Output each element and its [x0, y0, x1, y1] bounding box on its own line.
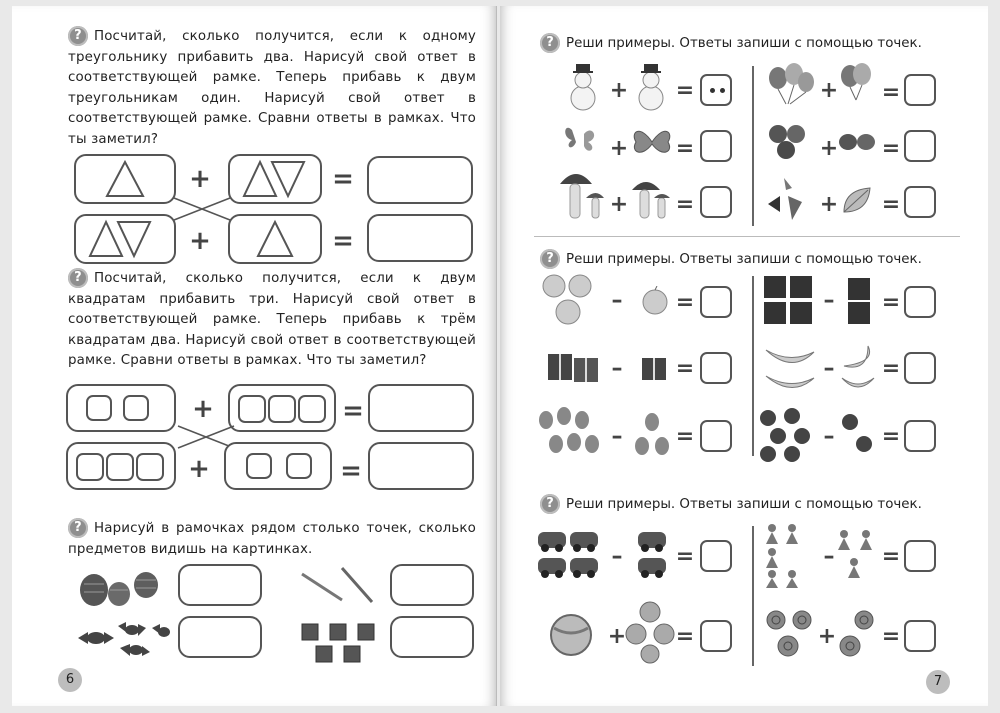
section3-text: Реши примеры. Ответы запиши с помощью точек. [566, 497, 922, 512]
mushrooms-icon [630, 172, 676, 222]
question-icon: ? [540, 249, 560, 269]
answer-frame-6[interactable] [390, 564, 474, 606]
triangle-frame-three [74, 214, 176, 264]
square-icon [246, 453, 272, 479]
squares-frame-three [228, 384, 336, 432]
raspberries-icon [758, 406, 816, 466]
equals-sign: = [340, 456, 362, 486]
answer-box[interactable] [700, 130, 732, 162]
pears-icon [536, 404, 606, 462]
two-triangles-icon [76, 216, 174, 262]
snails-icon [762, 608, 820, 660]
answer-box-filled[interactable] [700, 74, 732, 106]
butterfly-icon [630, 122, 674, 162]
equals-sign: = [881, 624, 901, 649]
question-icon: ? [540, 494, 560, 514]
squares-frame-three-b [66, 442, 176, 490]
equals-sign: = [881, 192, 901, 217]
column-divider [752, 276, 754, 456]
squares-frame-two-b [224, 442, 332, 490]
plus-sign: + [192, 394, 214, 424]
minus-sign: – [611, 544, 623, 569]
minus-sign: – [823, 424, 835, 449]
answer-box[interactable] [904, 186, 936, 218]
answer-box[interactable] [700, 286, 732, 318]
section1-heading [540, 33, 922, 54]
equals-sign: = [881, 424, 901, 449]
triangle-icon [76, 156, 174, 202]
answer-frame-1[interactable] [367, 156, 473, 204]
answer-frame-4[interactable] [368, 442, 474, 490]
squares-frame-two [66, 384, 176, 432]
equals-sign: = [675, 544, 695, 569]
hazelnuts-icon [766, 122, 812, 162]
triangle-frame-two [228, 154, 322, 204]
equals-sign: = [675, 290, 695, 315]
square-icon [136, 453, 164, 481]
pears-icon [634, 410, 670, 460]
candies-picture [74, 618, 174, 660]
answer-frame-8[interactable] [390, 616, 474, 658]
plus-sign: + [819, 136, 839, 161]
plus-sign: + [817, 624, 837, 649]
balloons-icon [766, 62, 816, 106]
equals-sign: = [675, 424, 695, 449]
answer-box[interactable] [700, 352, 732, 384]
snails-icon [836, 608, 876, 660]
right-page [500, 6, 988, 706]
triangle-frame-one [74, 154, 176, 204]
equals-sign: = [675, 136, 695, 161]
toy-cars-icon [636, 526, 670, 582]
bananas-icon [838, 342, 876, 392]
task2-text-block [68, 268, 476, 372]
equals-sign: = [332, 226, 354, 256]
cross-arrows [172, 196, 232, 222]
plus-sign: + [819, 192, 839, 217]
balls-icon [624, 600, 676, 664]
section2-heading [540, 249, 922, 270]
page-number-right: 7 [926, 670, 950, 694]
dolls-icon [762, 522, 812, 588]
square-icon [268, 395, 296, 423]
plus-sign: + [607, 624, 627, 649]
square-icon [106, 453, 134, 481]
cubes-picture [300, 620, 380, 664]
answer-frame-3[interactable] [368, 384, 474, 432]
pinecones-picture [74, 568, 164, 608]
cubes-icon [844, 276, 874, 326]
triangle-frame-four [228, 214, 322, 264]
answer-box[interactable] [904, 420, 936, 452]
answer-box[interactable] [904, 620, 936, 652]
answer-box[interactable] [904, 286, 936, 318]
column-divider [752, 66, 754, 226]
balloons-icon [838, 62, 874, 102]
plus-sign: + [609, 136, 629, 161]
snowman-icon [632, 60, 670, 112]
question-icon: ? [68, 518, 88, 538]
task1-text-block [68, 26, 476, 150]
plus-sign: + [819, 78, 839, 103]
equals-sign: = [675, 356, 695, 381]
section-divider [534, 236, 960, 237]
answer-box[interactable] [700, 420, 732, 452]
answer-frame-5[interactable] [178, 564, 262, 606]
plus-sign: + [609, 192, 629, 217]
hazelnuts-icon [838, 130, 878, 154]
answer-frame-7[interactable] [178, 616, 262, 658]
answer-box[interactable] [700, 620, 732, 652]
minus-sign: – [611, 288, 623, 313]
gift-icon [640, 352, 668, 382]
triangle-icon [230, 216, 320, 262]
answer-box[interactable] [904, 352, 936, 384]
gifts-icon [546, 346, 602, 384]
answer-box[interactable] [700, 540, 732, 572]
equals-sign: = [675, 78, 695, 103]
bananas-icon [762, 342, 818, 392]
column-divider [752, 526, 754, 666]
minus-sign: – [823, 288, 835, 313]
answer-dot [710, 88, 715, 93]
pencils-picture [296, 564, 380, 604]
raspberries-icon [840, 410, 874, 460]
answer-box[interactable] [904, 130, 936, 162]
equals-sign: = [881, 290, 901, 315]
leaves-icon [762, 174, 812, 222]
answer-box[interactable] [904, 540, 936, 572]
minus-sign: – [611, 356, 623, 381]
minus-sign: – [823, 356, 835, 381]
equals-sign: = [675, 192, 695, 217]
task3-text: Нарисуй в рамочках рядом столько точек, сколько предметов видишь на картинках. [68, 521, 476, 557]
page-number-left: 6 [58, 668, 82, 692]
section1-text: Реши примеры. Ответы запиши с помощью точек. [566, 36, 922, 51]
plus-sign: + [609, 78, 629, 103]
equals-sign: = [881, 80, 901, 105]
minus-sign: – [611, 424, 623, 449]
square-icon [123, 395, 149, 421]
two-triangles-icon [230, 156, 320, 202]
task1-text: Посчитай, сколько получится, если к одному треугольнику прибавить два. Нарисуй свой ответ в соответствующей рамке. Теперь прибавь к двум треугольникам один. Нарисуй свой ответ в соответствующей рамке. Сравни ответы в рамках. Что ты заметил? [68, 29, 476, 147]
answer-box[interactable] [700, 186, 732, 218]
left-page [12, 6, 497, 706]
dolls-icon [834, 528, 878, 584]
section2-text: Реши примеры. Ответы запиши с помощью точек. [566, 252, 922, 267]
square-icon [76, 453, 104, 481]
ball-icon [548, 612, 594, 658]
square-icon [298, 395, 326, 423]
equals-sign: = [881, 544, 901, 569]
apple-icon [640, 286, 670, 316]
mushrooms-icon [556, 166, 606, 222]
equals-sign: = [332, 164, 354, 194]
section3-heading [540, 494, 922, 515]
apples-icon [542, 272, 602, 330]
snowman-icon [564, 60, 602, 112]
equals-sign: = [881, 136, 901, 161]
task2-text: Посчитай, сколько получится, если к двум квадратам прибавить три. Нарисуй свой ответ в соответствующей рамке. Теперь прибавь к трём квадратам два. Нарисуй свой ответ в соответствующей рамке. Сравни ответы в рамках. Что ты заметил? [68, 271, 476, 368]
answer-frame-2[interactable] [367, 214, 473, 262]
answer-box[interactable] [904, 74, 936, 106]
square-icon [238, 395, 266, 423]
answer-dot [720, 88, 725, 93]
square-icon [286, 453, 312, 479]
plus-sign: + [189, 164, 211, 194]
minus-sign: – [823, 544, 835, 569]
plus-sign: + [189, 226, 211, 256]
leaf-icon [840, 184, 874, 216]
task3-text-block [68, 518, 476, 560]
question-icon: ? [540, 33, 560, 53]
toy-cars-icon [536, 526, 602, 582]
equals-sign: = [675, 624, 695, 649]
question-icon: ? [68, 268, 88, 288]
equals-sign: = [881, 356, 901, 381]
plus-sign: + [188, 454, 210, 484]
square-icon [86, 395, 112, 421]
cubes-icon [762, 274, 818, 328]
butterflies-icon [562, 120, 602, 160]
equals-sign: = [342, 396, 364, 426]
question-icon: ? [68, 26, 88, 46]
